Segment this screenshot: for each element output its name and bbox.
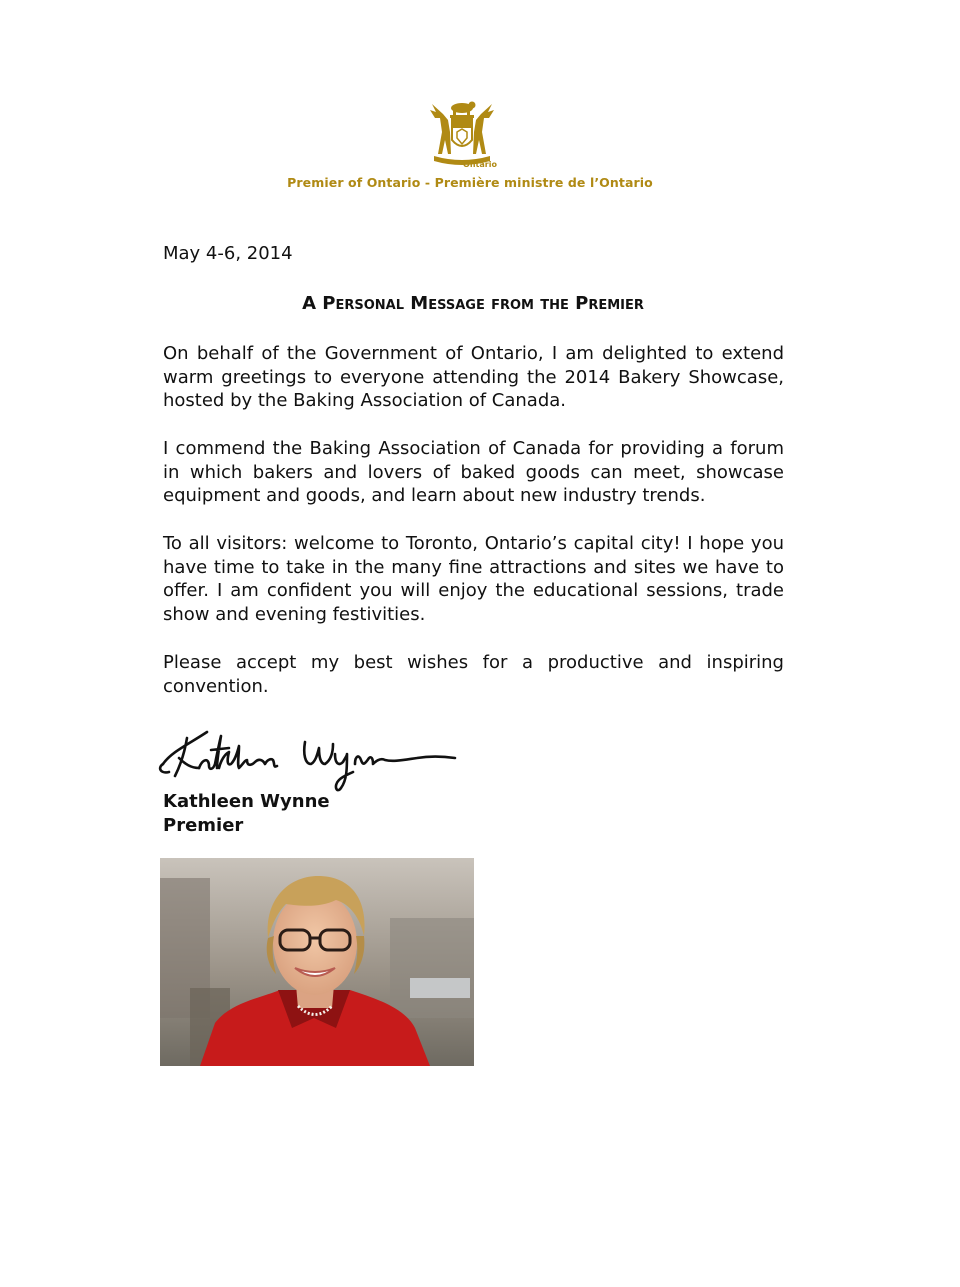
crest-caption: Ontario — [463, 160, 497, 169]
paragraph-2: I commend the Baking Association of Canada for providing a forum in which bakers and lovers of baked goods can meet, showcase equipment and goods, and learn about new industry trends. — [163, 438, 784, 507]
paragraph-1: On behalf of the Government of Ontario, I am delighted to extend warm greetings to everyone attending the 2014 Bakery Showcase, hosted by the Baking Association of Canada. — [163, 343, 784, 412]
letter-title-text: A Personal Message from the Premier — [302, 293, 644, 314]
handwritten-signature — [155, 724, 460, 794]
paragraph-3: To all visitors: welcome to Toronto, Ontario’s capital city! I hope you have time to take in the many fine attractions and sites we have to offer. I am confident you will enjoy the educational sessions, trade show and evening festivities. — [163, 533, 784, 625]
letter-title — [0, 293, 946, 314]
office-line: Premier of Ontario - Première ministre de l’Ontario — [287, 175, 653, 190]
signatory-name: Kathleen Wynne — [163, 791, 330, 812]
signatory-title: Premier — [163, 815, 244, 836]
portrait-photo — [160, 858, 474, 1066]
letter-date: May 4-6, 2014 — [163, 243, 293, 264]
paragraph-4: Please accept my best wishes for a productive and inspiring convention. — [163, 652, 784, 697]
